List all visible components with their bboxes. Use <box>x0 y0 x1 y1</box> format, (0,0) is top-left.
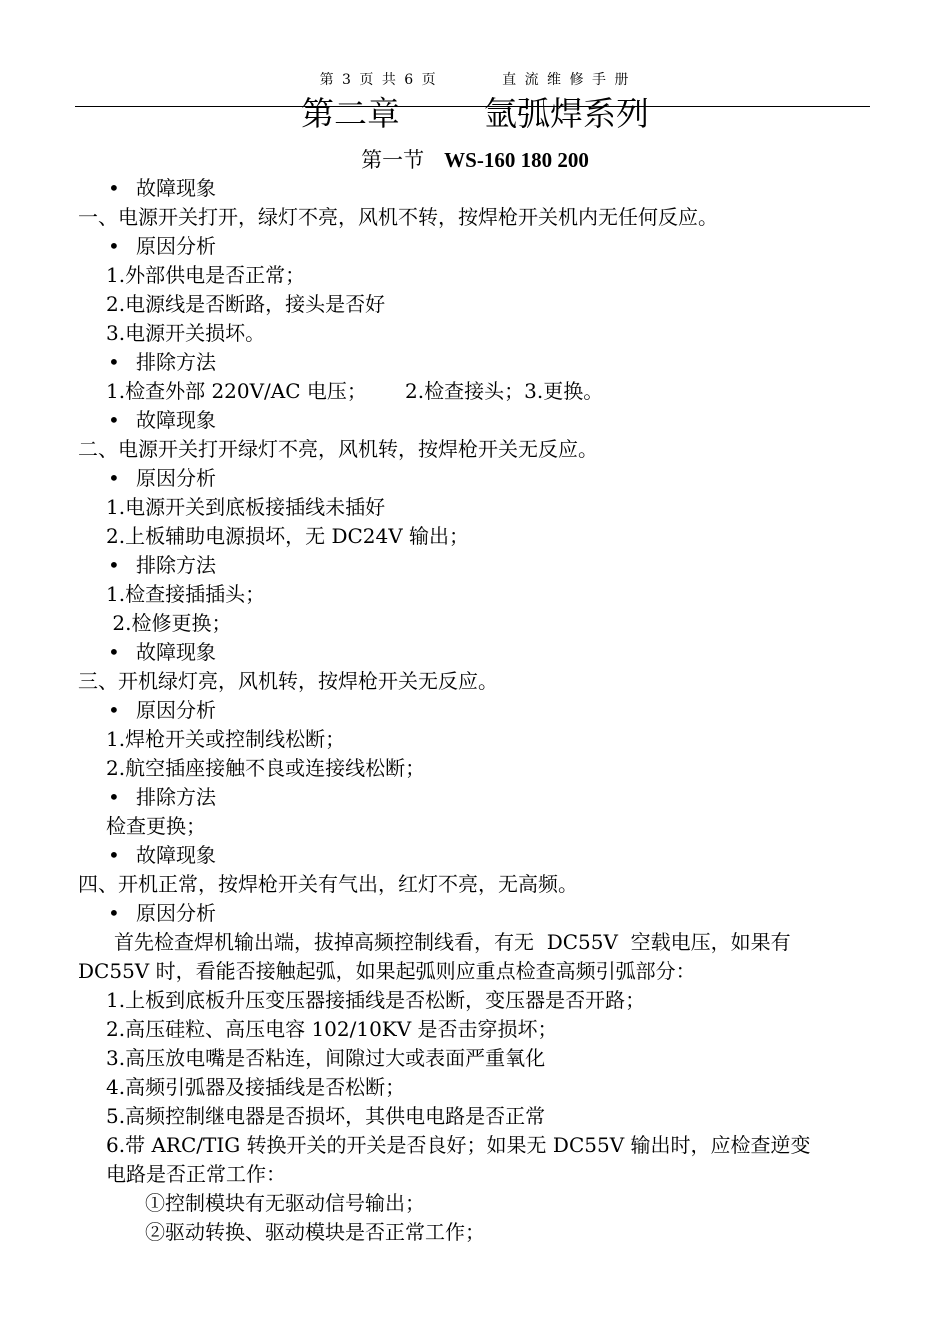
cause-item: 2.上板辅助电源损坏，无 DC24V 输出； <box>106 524 470 548</box>
bullet-label: 原因分析 <box>136 698 216 722</box>
cause-item: 2.高压硅粒、高压电容 102/10KV 是否击穿损坏； <box>106 1017 558 1041</box>
cause-item: 电路是否正常工作： <box>106 1162 286 1186</box>
bullet-cause <box>108 232 216 260</box>
bullet-label: 排除方法 <box>136 553 216 577</box>
bullet-dot: • <box>108 408 120 432</box>
bullet-dot: • <box>108 901 120 925</box>
bullet-label: 排除方法 <box>136 785 216 809</box>
bullet-label: 排除方法 <box>136 350 216 374</box>
intro-paragraph-line: 首先检查焊机输出端，拔掉高频控制线看，有无 DC55V 空载电压，如果有 <box>114 930 791 954</box>
fault-title: 三、开机绿灯亮，风机转，按焊枪开关无反应。 <box>78 669 498 693</box>
bullet-dot: • <box>108 466 120 490</box>
bullet-label: 故障现象 <box>136 640 216 664</box>
fix-item: 1.检查接插插头； <box>106 582 266 606</box>
cause-item: 1.外部供电是否正常； <box>106 263 306 287</box>
bullet-dot: • <box>108 843 120 867</box>
fault-title: 一、电源开关打开，绿灯不亮，风机不转，按焊枪开关机内无任何反应。 <box>78 205 718 229</box>
bullet-fix <box>108 551 216 579</box>
bullet-fix <box>108 783 216 811</box>
cause-item: 2.航空插座接触不良或连接线松断； <box>106 756 426 780</box>
section-label: 第一节 <box>361 148 425 172</box>
fault-title: 四、开机正常，按焊枪开关有气出，红灯不亮，无高频。 <box>78 872 578 896</box>
bullet-cause <box>108 464 216 492</box>
bullet-fix <box>108 348 216 376</box>
fix-item: 1.检查外部 220V/AC 电压； 2.检查接头；3.更换。 <box>106 379 604 403</box>
bullet-label: 故障现象 <box>136 176 216 200</box>
bullet-cause <box>108 899 216 927</box>
cause-item: 1.上板到底板升压变压器接插线是否松断，变压器是否开路； <box>106 988 646 1012</box>
cause-item: 5.高频控制继电器是否损坏，其供电电路是否正常 <box>106 1104 546 1128</box>
cause-item: 3.电源开关损坏。 <box>106 321 266 345</box>
bullet-label: 原因分析 <box>136 234 216 258</box>
cause-item: 1.电源开关到底板接插线未插好 <box>106 495 386 519</box>
bullet-symptom <box>108 406 216 434</box>
bullet-symptom <box>108 638 216 666</box>
page-header <box>0 69 950 89</box>
manual-title: 直 流 维 修 手 册 <box>502 72 631 88</box>
cause-item: 6.带 ARC/TIG 转换开关的开关是否良好；如果无 DC55V 输出时，应检查逆变 <box>106 1133 811 1157</box>
bullet-dot: • <box>108 640 120 664</box>
chapter-heading <box>0 92 950 136</box>
bullet-dot: • <box>108 176 120 200</box>
fix-item: 2.检修更换； <box>106 611 232 635</box>
bullet-label: 原因分析 <box>136 466 216 490</box>
subcause-item: ①控制模块有无驱动信号输出； <box>145 1191 425 1215</box>
bullet-cause <box>108 696 216 724</box>
bullet-label: 故障现象 <box>136 843 216 867</box>
cause-item: 3.高压放电嘴是否粘连，间隙过大或表面严重氧化 <box>106 1046 546 1070</box>
section-heading <box>0 146 950 174</box>
cause-item: 2.电源线是否断路，接头是否好 <box>106 292 386 316</box>
bullet-label: 原因分析 <box>136 901 216 925</box>
section-model: WS-160 180 200 <box>444 148 589 172</box>
chapter-number: 第二章 <box>301 94 401 133</box>
bullet-dot: • <box>108 350 120 374</box>
bullet-label: 故障现象 <box>136 408 216 432</box>
cause-item: 4.高频引弧器及接插线是否松断； <box>106 1075 406 1099</box>
intro-paragraph-line: DC55V 时，看能否接触起弧，如果起弧则应重点检查高频引弧部分： <box>78 959 696 983</box>
bullet-dot: • <box>108 698 120 722</box>
cause-item: 1.焊枪开关或控制线松断； <box>106 727 346 751</box>
bullet-symptom <box>108 174 216 202</box>
bullet-symptom <box>108 841 216 869</box>
bullet-dot: • <box>108 234 120 258</box>
fix-item: 检查更换； <box>106 814 206 838</box>
fault-title: 二、电源开关打开绿灯不亮，风机转，按焊枪开关无反应。 <box>78 437 598 461</box>
bullet-dot: • <box>108 553 120 577</box>
bullet-dot: • <box>108 785 120 809</box>
page-number-info: 第 3 页 共 6 页 <box>319 72 438 88</box>
chapter-title: 氩弧焊系列 <box>483 94 649 133</box>
subcause-item: ②驱动转换、驱动模块是否正常工作； <box>145 1220 485 1244</box>
